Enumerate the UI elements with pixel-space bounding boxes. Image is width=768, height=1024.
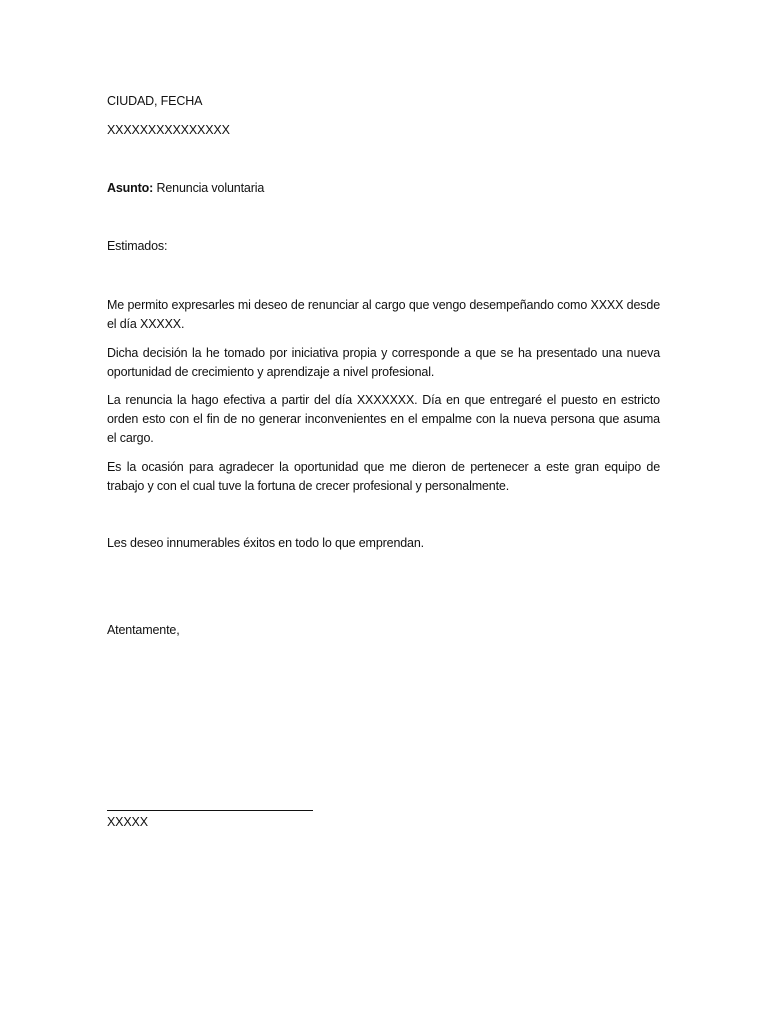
city-date: CIUDAD, FECHA	[107, 94, 203, 108]
wishes: Les deseo innumerables éxitos en todo lo que emprendan.	[107, 536, 424, 550]
signature-line	[107, 810, 313, 811]
greeting: Estimados:	[107, 239, 168, 253]
subject-line	[107, 181, 264, 195]
signature-name: XXXXX	[107, 815, 148, 829]
paragraph-2: Dicha decisión la he tomado por iniciativa propia y corresponde a que se ha presentado una nueva oportunidad de crecimiento y aprendizaje a nivel profesional.	[107, 346, 660, 379]
paragraph-4: Es la ocasión para agradecer la oportunidad que me dieron de pertenecer a este gran equipo de trabajo y con el cual tuve la fortuna de crecer profesional y personalmente.	[107, 460, 660, 493]
subject-label: Asunto:	[107, 181, 154, 195]
subject-text: Renuncia voluntaria	[153, 181, 265, 195]
paragraph-3: La renuncia la hago efectiva a partir del día XXXXXXX. Día en que entregaré el puesto en estricto orden esto con el fin de no generar inconvenientes en el empalme con la nueva persona que asuma el cargo.	[107, 393, 660, 445]
recipient: XXXXXXXXXXXXXXX	[107, 123, 230, 137]
paragraph-1: Me permito expresarles mi deseo de renunciar al cargo que vengo desempeñando como XXXX desde el día XXXXX.	[107, 298, 660, 331]
closing: Atentamente,	[107, 623, 180, 637]
